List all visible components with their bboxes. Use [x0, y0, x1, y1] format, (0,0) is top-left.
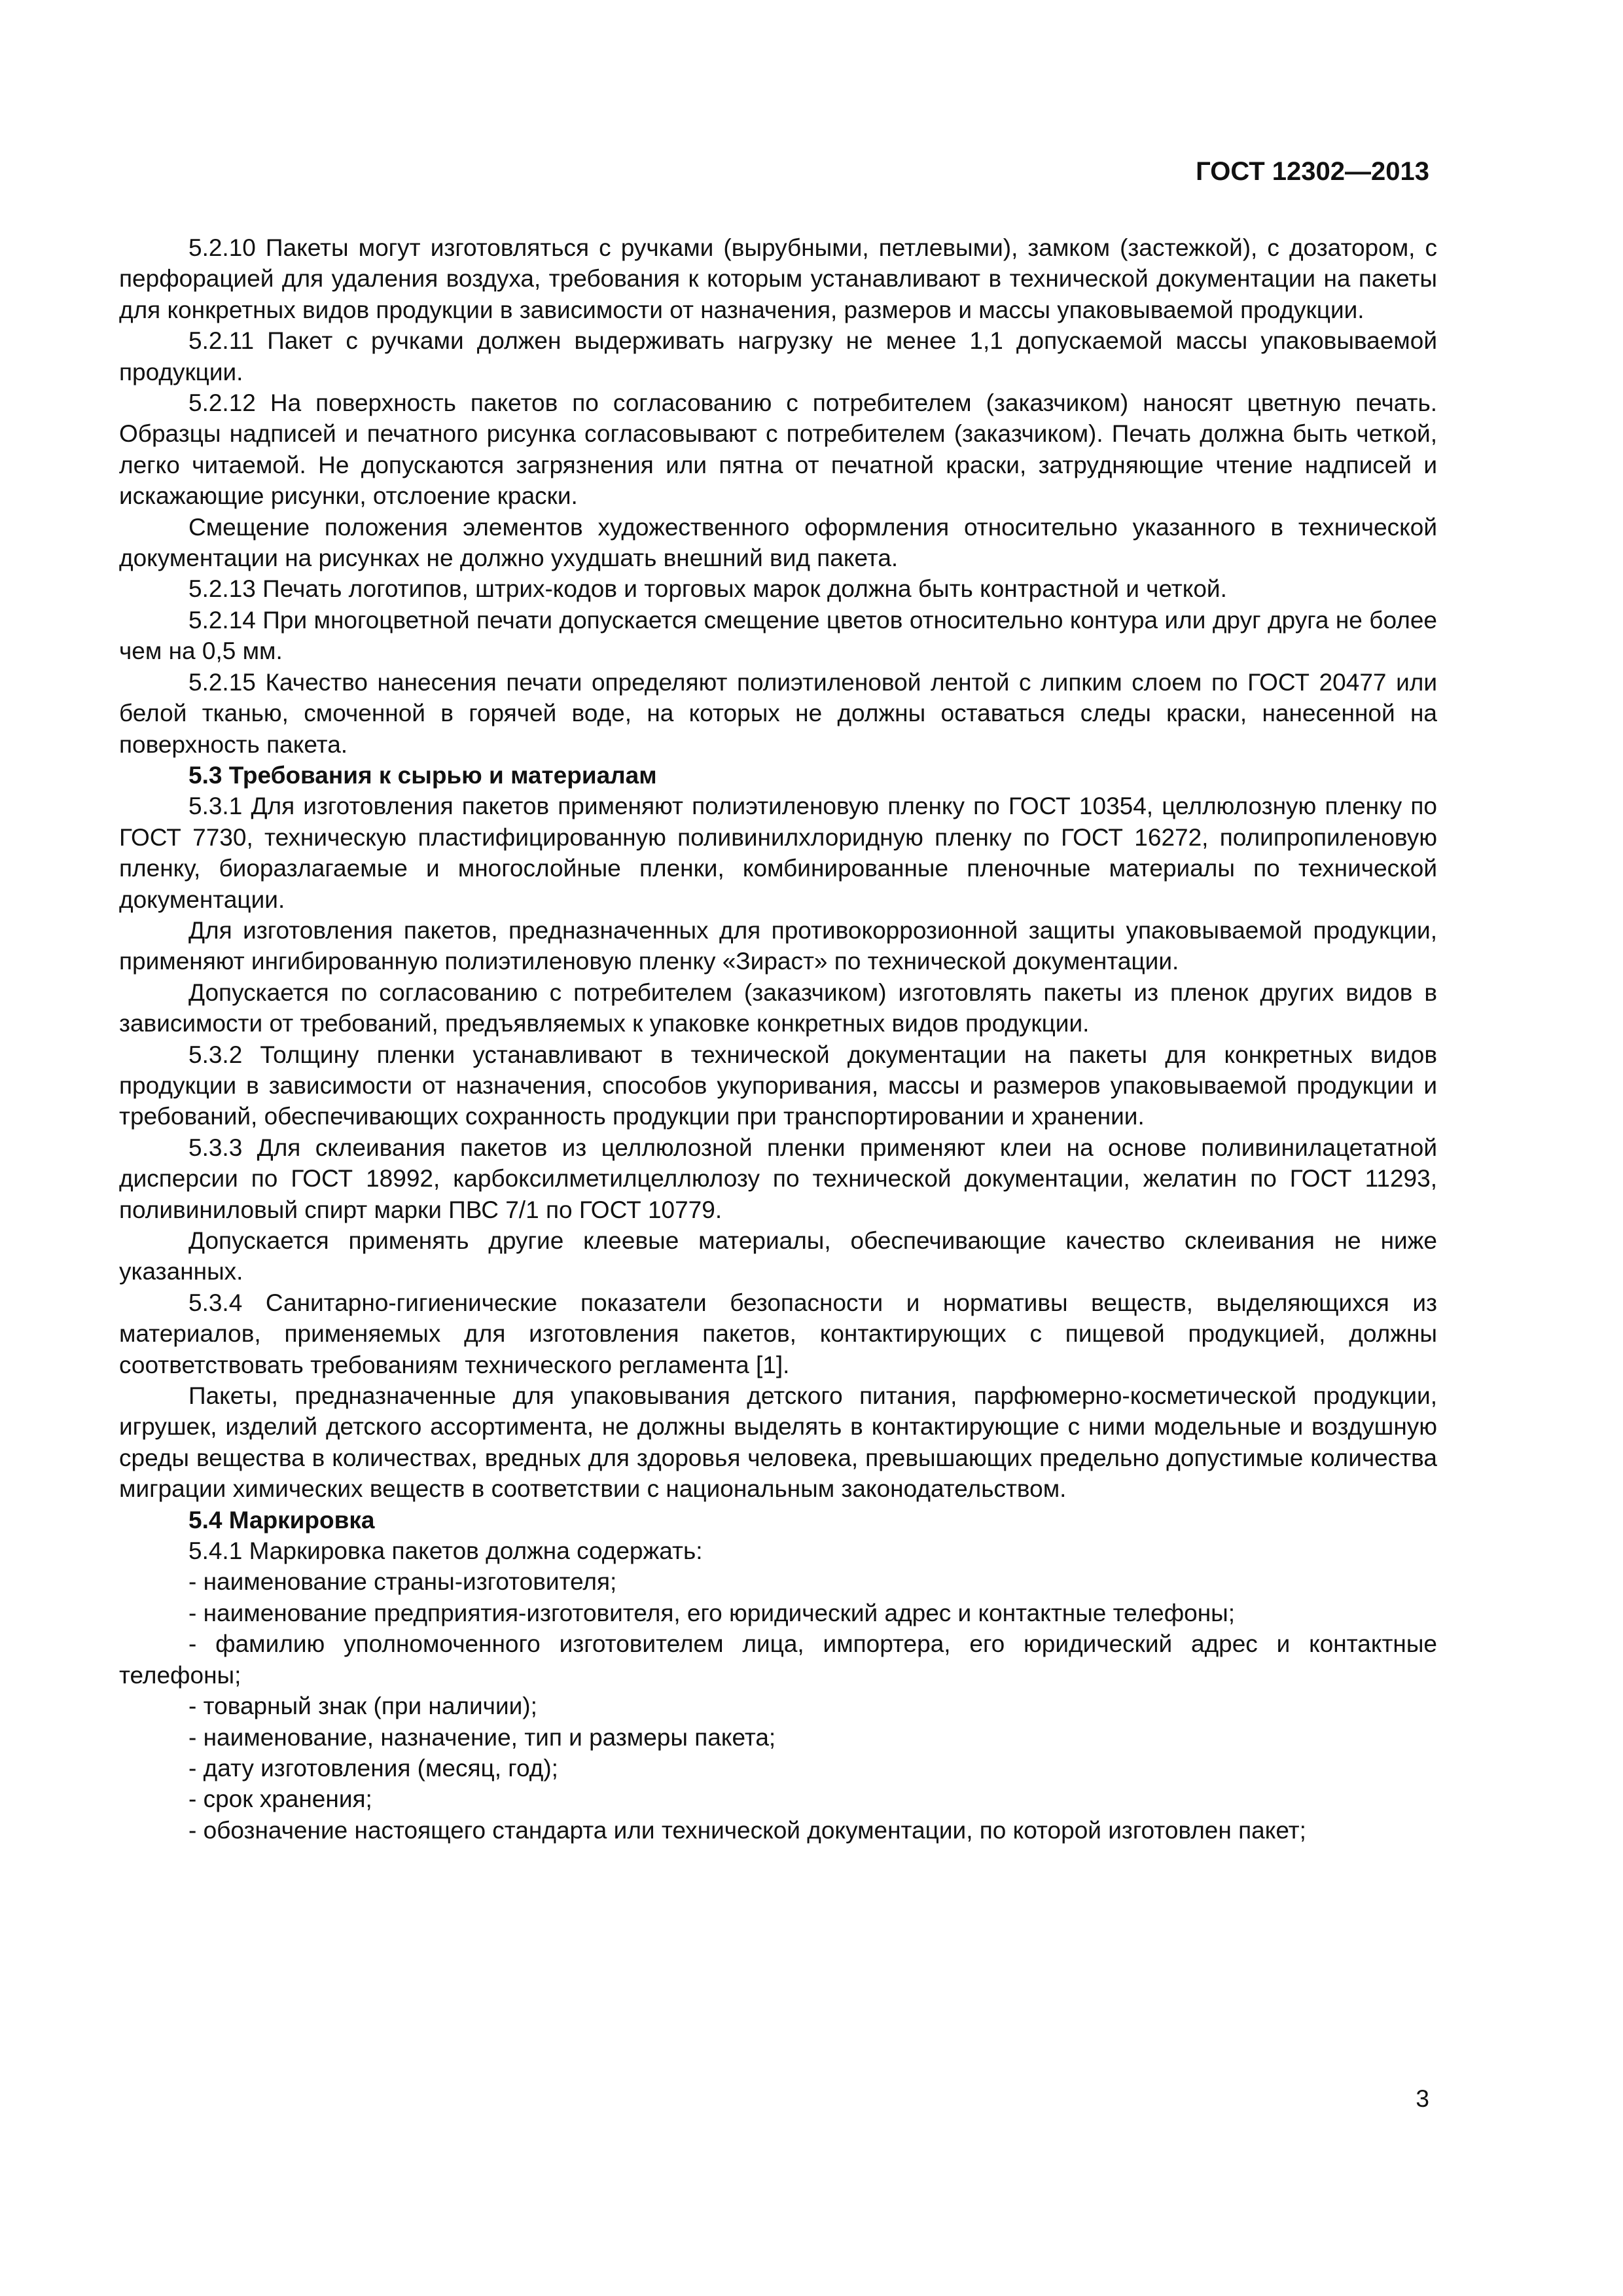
paragraph: Допускается применять другие клеевые материалы, обеспечивающие качество склеивания не ниже указанных. [119, 1227, 1437, 1285]
list-item: - товарный знак (при наличии); [188, 1693, 537, 1720]
paragraph-5-3-4: 5.3.4 Санитарно-гигиенические показатели безопасности и нормативы веществ, выделяющихся из материалов, применяемых для изготовления пакетов, контактирующих с пищевой продукцией, должны соответствовать требованиям технического регламента [1]. [119, 1289, 1437, 1378]
paragraph-5-3-2: 5.3.2 Толщину пленки устанавливают в технической документации на пакеты для конкретных видов продукции в зависимости от назначения, способов укупоривания, массы и размеров упаковываемой продукции и требований, обеспечивающих сохранность продукции при транспортировании и хранении. [119, 1041, 1437, 1130]
paragraph: Допускается по согласованию с потребителем (заказчиком) изготовлять пакеты из пленок других видов в зависимости от требований, предъявляемых к упаковке конкретных видов продукции. [119, 978, 1437, 1037]
document-number: ГОСТ 12302—2013 [1196, 157, 1429, 186]
document-body [119, 232, 1437, 1846]
list-item: - наименование страны-изготовителя; [188, 1568, 617, 1596]
section-heading-5-4: 5.4 Маркировка [188, 1506, 375, 1534]
list-item: - наименование предприятия-изготовителя, его юридический адрес и контактные телефоны; [188, 1599, 1236, 1626]
paragraph-5-4-1: 5.4.1 Маркировка пакетов должна содержать: [188, 1537, 703, 1565]
page-number: 3 [1416, 2085, 1429, 2112]
paragraph-5-2-10: 5.2.10 Пакеты могут изготовляться с ручками (вырубными, петлевыми), замком (застежкой), с дозатором, с перфорацией для удаления воздуха, требования к которым устанавливают в технической документации на пакеты для конкретных видов продукции в зависимости от назначения, размеров и массы упаковываемой продукции. [119, 234, 1437, 323]
list-item: - фамилию уполномоченного изготовителем лица, импортера, его юридический адрес и контактные телефоны; [119, 1630, 1437, 1689]
list-item: - обозначение настоящего стандарта или технической документации, по которой изготовлен пакет; [188, 1816, 1306, 1844]
paragraph-5-3-3: 5.3.3 Для склеивания пакетов из целлюлозной пленки применяют клеи на основе поливинилацетатной дисперсии по ГОСТ 18992, карбоксилметилцеллюлозу по технической документации, желатин по ГОСТ 11293, поливиниловый спирт марки ПВС 7/1 по ГОСТ 10779. [119, 1134, 1437, 1223]
list-item: - срок хранения; [188, 1785, 372, 1813]
paragraph-5-2-11: 5.2.11 Пакет с ручками должен выдерживать нагрузку не менее 1,1 допускаемой массы упаковываемой продукции. [119, 327, 1437, 386]
list-item: - дату изготовления (месяц, год); [188, 1754, 558, 1782]
paragraph: Для изготовления пакетов, предназначенных для противокоррозионной защиты упаковываемой продукции, применяют ингибированную полиэтиленовую пленку «Зираст» по технической документации. [119, 916, 1437, 975]
paragraph: Пакеты, предназначенные для упаковывания детского питания, парфюмерно-косметической продукции, игрушек, изделий детского ассортимента, не должны выделять в контактирующие с ними модельные и воздушную среды вещества в количествах, вредных для здоровья человека, превышающих предельно допустимые количества миграции химических веществ в соответствии с национальным законодательством. [119, 1382, 1437, 1503]
paragraph-5-2-14: 5.2.14 При многоцветной печати допускается смещение цветов относительно контура или друг друга не более чем на 0,5 мм. [119, 606, 1437, 665]
section-heading-5-3: 5.3 Требования к сырью и материалам [188, 761, 657, 789]
paragraph-5-3-1: 5.3.1 Для изготовления пакетов применяют полиэтиленовую пленку по ГОСТ 10354, целлюлозную пленку по ГОСТ 7730, техническую пластифицированную поливинилхлоридную пленку по ГОСТ 16272, полипропиленовую пленку, биоразлагаемые и многослойные пленки, комбинированные пленочные материалы по технической документации. [119, 793, 1437, 913]
paragraph: Смещение положения элементов художественного оформления относительно указанного в технической документации на рисунках не должно ухудшать внешний вид пакета. [119, 513, 1437, 572]
paragraph-5-2-12: 5.2.12 На поверхность пакетов по согласованию с потребителем (заказчиком) наносят цветную печать. Образцы надписей и печатного рисунка согласовывают с потребителем (заказчиком). Печать должна быть четкой, легко читаемой. Не допускаются загрязнения или пятна от печатной краски, затрудняющие чтение надписей и искажающие рисунки, отслоение краски. [119, 389, 1437, 510]
paragraph-5-2-13: 5.2.13 Печать логотипов, штрих-кодов и торговых марок должна быть контрастной и четкой. [188, 575, 1227, 603]
paragraph-5-2-15: 5.2.15 Качество нанесения печати определяют полиэтиленовой лентой с липким слоем по ГОСТ 20477 или белой тканью, смоченной в горячей воде, на которых не должны оставаться следы краски, нанесенной на поверхность пакета. [119, 668, 1437, 758]
list-item: - наименование, назначение, тип и размеры пакета; [188, 1723, 776, 1751]
